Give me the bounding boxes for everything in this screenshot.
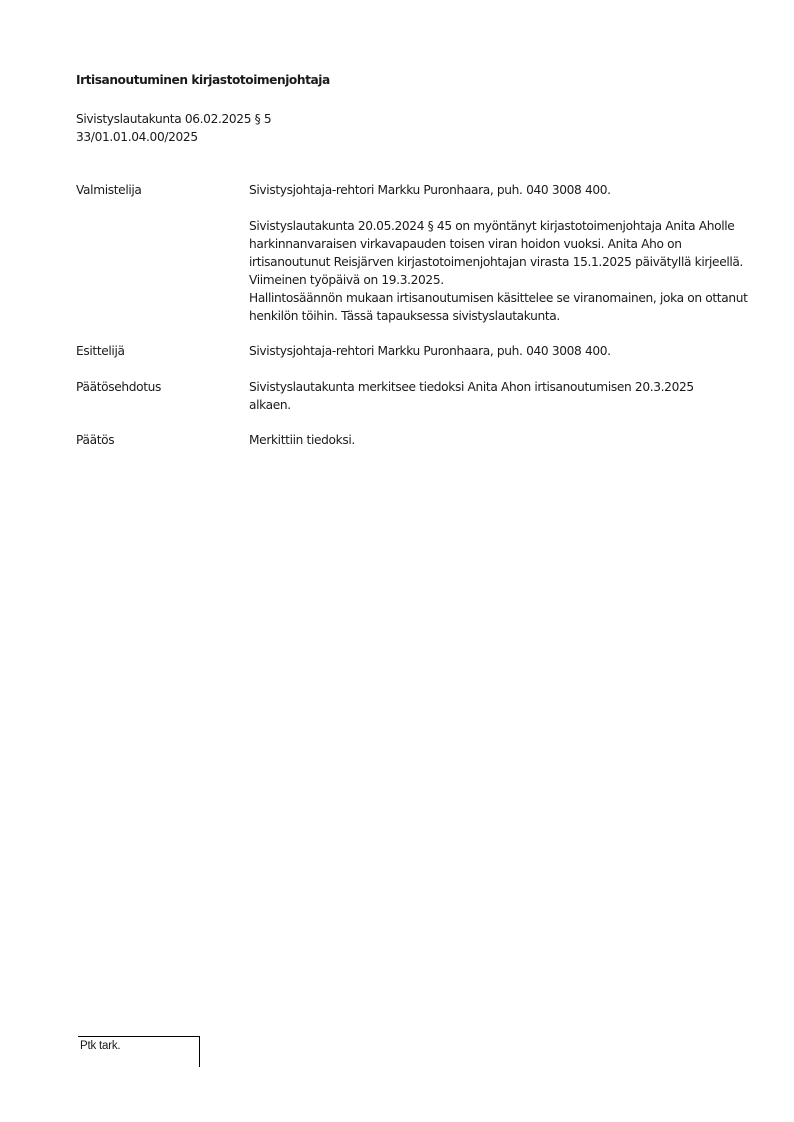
minutes-check-box: [78, 1036, 200, 1067]
minutes-check-label: Ptk tark.: [80, 1040, 121, 1052]
section-content-paatosehdotus: Sivistyslautakunta merkitsee tiedoksi Anita Ahon irtisanoutumisen 20.3.2025 alkaen.: [249, 380, 694, 412]
document-title: Irtisanoutuminen kirjastotoimenjohtaja: [76, 73, 330, 87]
section-label-esittelija: Esittelijä: [76, 344, 125, 358]
regulation-paragraph: Hallintosäännön mukaan irtisanoutumisen käsittelee se viranomainen, joka on ottanut henkilön töihin. Tässä tapauksessa sivistyslautakunta.: [249, 291, 748, 323]
section-content-esittelija: Sivistysjohtaja-rehtori Markku Puronhaara, puh. 040 3008 400.: [249, 344, 611, 358]
section-content-paatos: Merkittiin tiedoksi.: [249, 433, 355, 447]
background-paragraph: Sivistyslautakunta 20.05.2024 § 45 on myöntänyt kirjastotoimenjohtaja Anita Aholle harkinnanvaraisen virkavapauden toisen viran hoidon vuoksi. Anita Aho on irtisanoutunut Reisjärven kirjastotoimenjohtajan virasta 15.1.2025 päivätyllä kirjeellä. Viimeinen työpäivä on 19.3.2025.: [249, 219, 744, 287]
meeting-meta: [76, 110, 271, 146]
section-label-paatosehdotus: Päätösehdotus: [76, 380, 162, 394]
section-label-valmistelija: Valmistelija: [76, 183, 142, 197]
meeting-line: Sivistyslautakunta 06.02.2025 § 5: [76, 112, 272, 126]
section-content-valmistelija: [249, 181, 749, 325]
record-id: 33/01.01.04.00/2025: [76, 130, 198, 144]
preparer-line: Sivistysjohtaja-rehtori Markku Puronhaara, puh. 040 3008 400.: [249, 183, 611, 197]
section-label-paatos: Päätös: [76, 433, 115, 447]
